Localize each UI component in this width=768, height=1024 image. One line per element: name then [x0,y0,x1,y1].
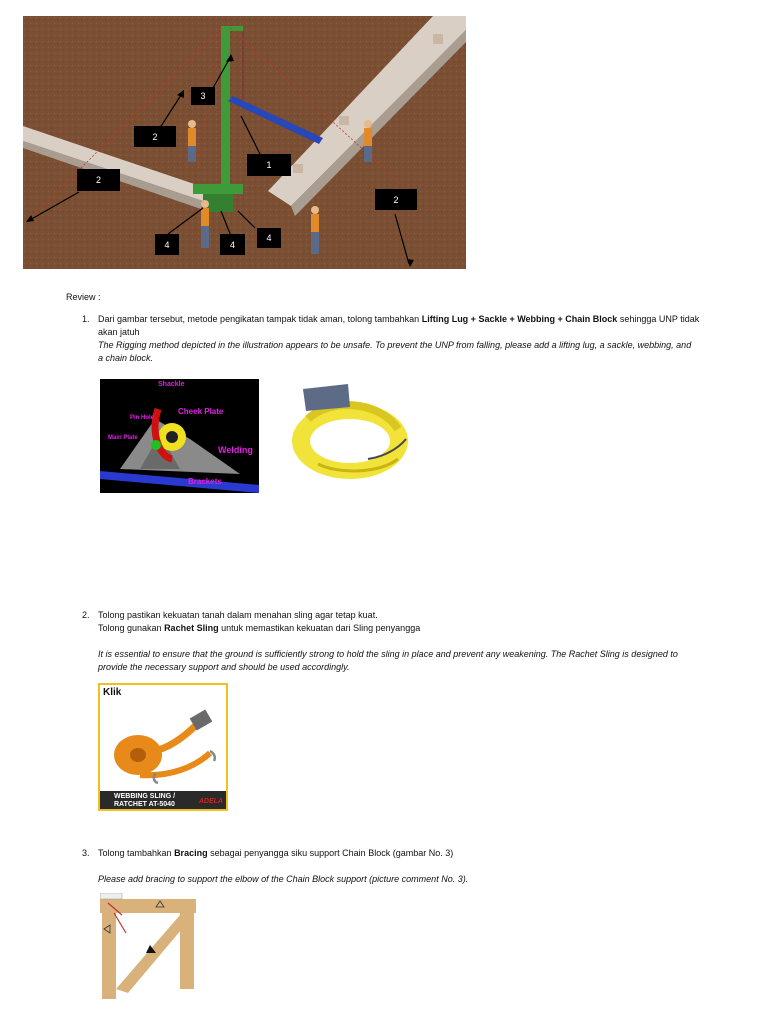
ratchet-brand-logo: Klik [103,687,122,698]
ratchet-sling-illustration [100,695,226,795]
lug-label-cheek-plate: Cheek Plate [178,407,224,416]
ratchet-caption-line1: WEBBING SLING / [114,793,176,800]
ratchet-sling-image [98,683,228,811]
item-1-text-post: sehingga UNP tidak [617,314,700,324]
ratchet-caption-line2: RATCHET AT-5040 [114,801,175,808]
annotation-label-4b: 4 [220,234,245,255]
annotation-label-2b: 2 [77,169,120,191]
rigging-scene-illustration [23,16,466,269]
item-1-text-pre: Dari gambar tersebut, metode pengikatan tampak tidak aman, tolong tambahkan [98,314,422,324]
review-heading: Review : [66,292,101,302]
item-2-text-bold: Rachet Sling [164,623,219,633]
webbing-sling-image [288,379,411,495]
annotation-label-4a: 4 [155,234,179,255]
item-1-number: 1. [82,314,90,324]
item-1-text-id [98,313,718,325]
lug-label-welding: Welding [218,445,253,455]
webbing-sling-illustration [288,379,411,495]
item-2-text-id-line2 [98,622,420,634]
bracing-illustration [100,893,196,999]
item-1-text-id-line2: akan jatuh [98,327,140,337]
ratchet-adela-logo: ADELA [198,798,223,805]
lug-label-brackets: Brackets [188,477,222,486]
item-3-text-post: sebagai penyangga siku support Chain Block (gambar No. 3) [207,848,454,858]
rigging-scene-figure [23,16,466,269]
item-2-text-en-line2: provide the necessary support and should be used accordingly. [98,662,350,672]
item-3-text-pre: Tolong tambahkan [98,848,175,858]
annotation-label-2a: 2 [134,126,176,147]
annotation-label-3: 3 [191,87,215,105]
item-2-text-en-line1: It is essential to ensure that the ground is sufficiently strong to hold the sling in place and prevent any weakening. The Rachet Sling is designed to [98,649,678,659]
item-2-text-post: untuk memastikan kekuatan dari Sling penyangga [218,623,421,633]
lug-label-main-plate: Main Plate [108,435,138,441]
item-3-text-id [98,847,453,859]
bracing-image [100,893,196,999]
item-1-text-bold: Lifting Lug + Sackle + Webbing + Chain Block [421,314,618,324]
item-1-text-en-line2: a chain block. [98,353,154,363]
annotation-label-2c: 2 [375,189,417,210]
item-3-text-en: Please add bracing to support the elbow of the Chain Block support (picture comment No. 3). [98,874,469,884]
item-2-number: 2. [82,610,90,620]
annotation-label-4c: 4 [257,228,281,248]
item-3-text-bold: Bracing [174,848,208,858]
item-1-text-en-line1: The Rigging method depicted in the illustration appears to be unsafe. To prevent the UNP from falling, please add a lifting lug, a sackle, webbing, and [98,340,692,350]
item-2-text-pre: Tolong gunakan [98,623,165,633]
lug-label-shackle: Shackle [158,381,185,388]
lifting-lug-diagram [100,379,259,493]
item-2-text-id-line1: Tolong pastikan kekuatan tanah dalam menahan sling agar tetap kuat. [98,610,378,620]
lug-label-pin-hole: Pin Hole [130,415,155,421]
annotation-label-1: 1 [247,154,291,176]
item-3-number: 3. [82,848,90,858]
